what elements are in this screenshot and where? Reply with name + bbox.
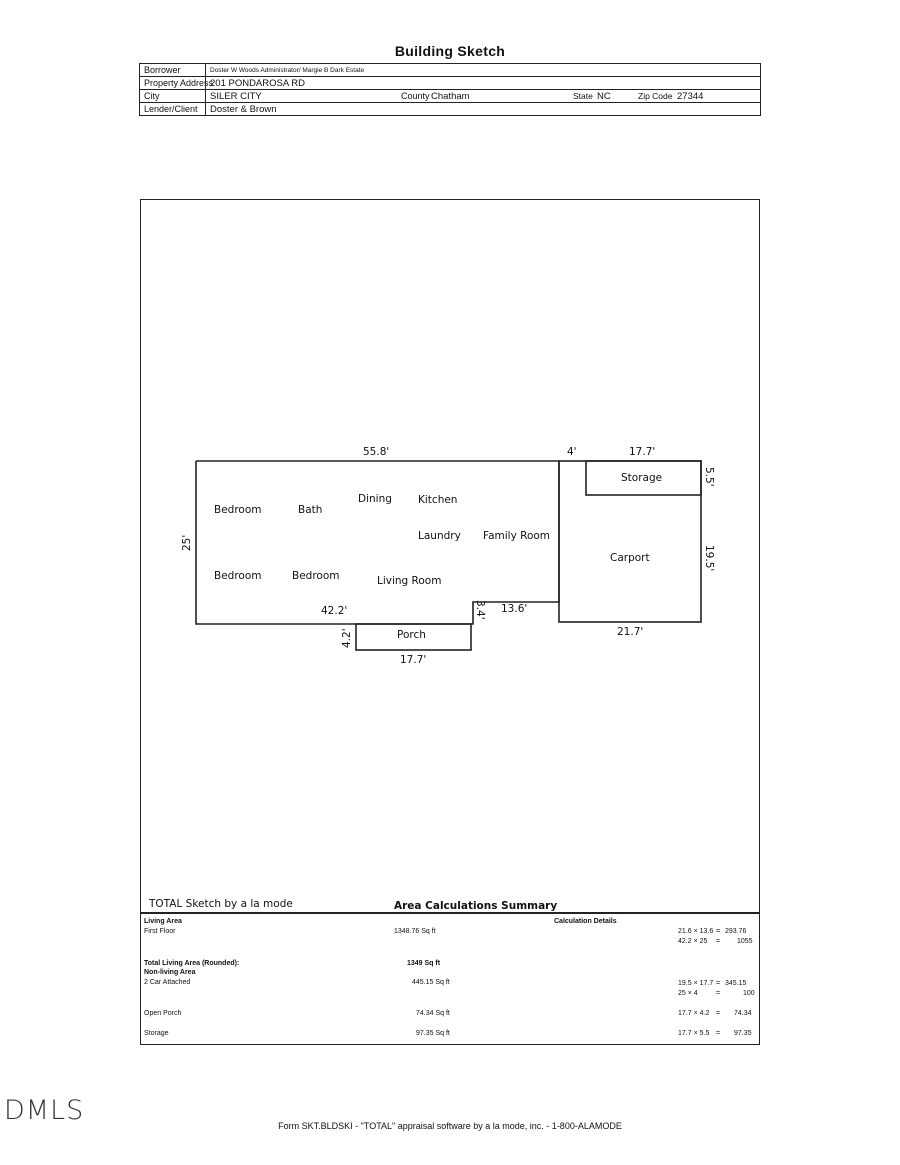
borrower-value: Doster W Woods Administrator/ Margie B Dark Estate — [210, 67, 365, 74]
room-laundry: Laundry — [418, 530, 461, 542]
floor-plan — [140, 199, 760, 919]
open-porch-value: 74.34 Sq ft — [416, 1010, 450, 1017]
address-value: 201 PONDAROSA RD — [210, 78, 306, 89]
porch-calc-expr: 17.7 × 4.2 — [678, 1010, 710, 1017]
total-living-label: Total Living Area (Rounded): — [144, 960, 240, 967]
first-floor-label: First Floor — [144, 928, 176, 935]
dim-gap: 4' — [567, 446, 577, 458]
room-carport: Carport — [610, 552, 650, 564]
page-title: Building Sketch — [394, 43, 506, 59]
borrower-label: Borrower — [144, 65, 181, 75]
city-value: SILER CITY — [210, 91, 262, 102]
porch-calc-eq: = — [716, 1010, 721, 1017]
dim-porch-width: 17.7' — [400, 654, 427, 666]
nonliving-area-label: Non-living Area — [144, 969, 196, 976]
lender-label: Lender/Client — [144, 104, 198, 114]
room-kitchen: Kitchen — [418, 494, 458, 506]
carport-outline — [559, 461, 701, 622]
state-value: NC — [597, 91, 611, 102]
car-calc-2-result: 100 — [743, 990, 755, 997]
zip-label: Zip Code — [638, 91, 673, 101]
county-label: County — [401, 91, 430, 101]
car-attached-value: 445.15 Sq ft — [412, 979, 450, 986]
car-calc-2-expr: 25 × 4 — [678, 990, 698, 997]
dim-storage-width: 17.7' — [629, 446, 656, 458]
porch-calc-result: 74.34 — [734, 1010, 752, 1017]
first-floor-calc-2-expr: 42.2 × 25 — [678, 938, 708, 945]
house-outline — [196, 461, 559, 624]
city-label: City — [144, 91, 160, 101]
car-calc-1-expr: 19.5 × 17.7 — [678, 980, 714, 987]
dmls-watermark: DMLS — [4, 1095, 85, 1126]
dim-family-bottom: 13.6' — [501, 603, 528, 615]
header-table — [139, 63, 761, 116]
storage-calc-eq: = — [716, 1030, 721, 1037]
room-bath: Bath — [298, 504, 323, 516]
form-footer: Form SKT.BLDSKI - "TOTAL" appraisal software by a la mode, inc. - 1-800-ALAMODE — [278, 1121, 622, 1131]
calc-details-label: Calculation Details — [554, 918, 617, 925]
total-living-value: 1349 Sq ft — [407, 960, 441, 967]
storage-calc-expr: 17.7 × 5.5 — [678, 1030, 710, 1037]
summary-title: Area Calculations Summary — [394, 900, 558, 912]
first-floor-calc-1-eq: = — [716, 928, 721, 935]
state-label: State — [573, 91, 593, 101]
dim-top: 55.8' — [363, 446, 390, 458]
dim-left: 25' — [181, 534, 193, 551]
dim-living-bottom: 42.2' — [321, 605, 348, 617]
car-calc-1-result: 345.15 — [725, 980, 747, 987]
room-porch: Porch — [397, 629, 426, 641]
room-dining: Dining — [358, 493, 392, 505]
first-floor-calc-1-result: 293.76 — [725, 928, 747, 935]
dim-carport-depth: 19.5' — [703, 545, 715, 572]
sketch-credit: TOTAL Sketch by a la mode — [149, 898, 293, 910]
first-floor-calc-2-eq: = — [716, 938, 721, 945]
zip-value: 27344 — [677, 91, 704, 102]
storage-label: Storage — [144, 1030, 169, 1037]
room-bedroom-2: Bedroom — [214, 570, 262, 582]
dim-carport-width: 21.7' — [617, 626, 644, 638]
car-calc-2-eq: = — [716, 990, 721, 997]
room-living: Living Room — [377, 575, 442, 587]
first-floor-calc-2-result: 1055 — [737, 938, 753, 945]
room-storage: Storage — [621, 472, 663, 484]
room-bedroom-3: Bedroom — [292, 570, 340, 582]
dim-step: 3.4' — [474, 600, 486, 620]
dim-porch-depth: 4.2' — [341, 628, 353, 648]
city-row — [140, 90, 760, 103]
car-calc-1-eq: = — [716, 980, 721, 987]
first-floor-calc-1-expr: 21.6 × 13.6 — [678, 928, 714, 935]
open-porch-label: Open Porch — [144, 1010, 182, 1017]
first-floor-value: 1348.76 Sq ft — [394, 928, 436, 935]
dim-storage-depth: 5.5' — [703, 467, 715, 487]
address-label: Property Address — [144, 78, 214, 88]
storage-value: 97.35 Sq ft — [416, 1030, 450, 1037]
storage-calc-result: 97.35 — [734, 1030, 752, 1037]
area-summary-table — [140, 912, 760, 1045]
lender-row — [140, 103, 760, 116]
county-value: Chatham — [431, 91, 470, 102]
borrower-row — [140, 64, 760, 77]
car-attached-label: 2 Car Attached — [144, 979, 191, 986]
room-bedroom-1: Bedroom — [214, 504, 262, 516]
lender-value: Doster & Brown — [210, 104, 277, 115]
living-area-label: Living Area — [144, 918, 182, 925]
address-row — [140, 77, 760, 90]
room-family: Family Room — [483, 530, 551, 542]
